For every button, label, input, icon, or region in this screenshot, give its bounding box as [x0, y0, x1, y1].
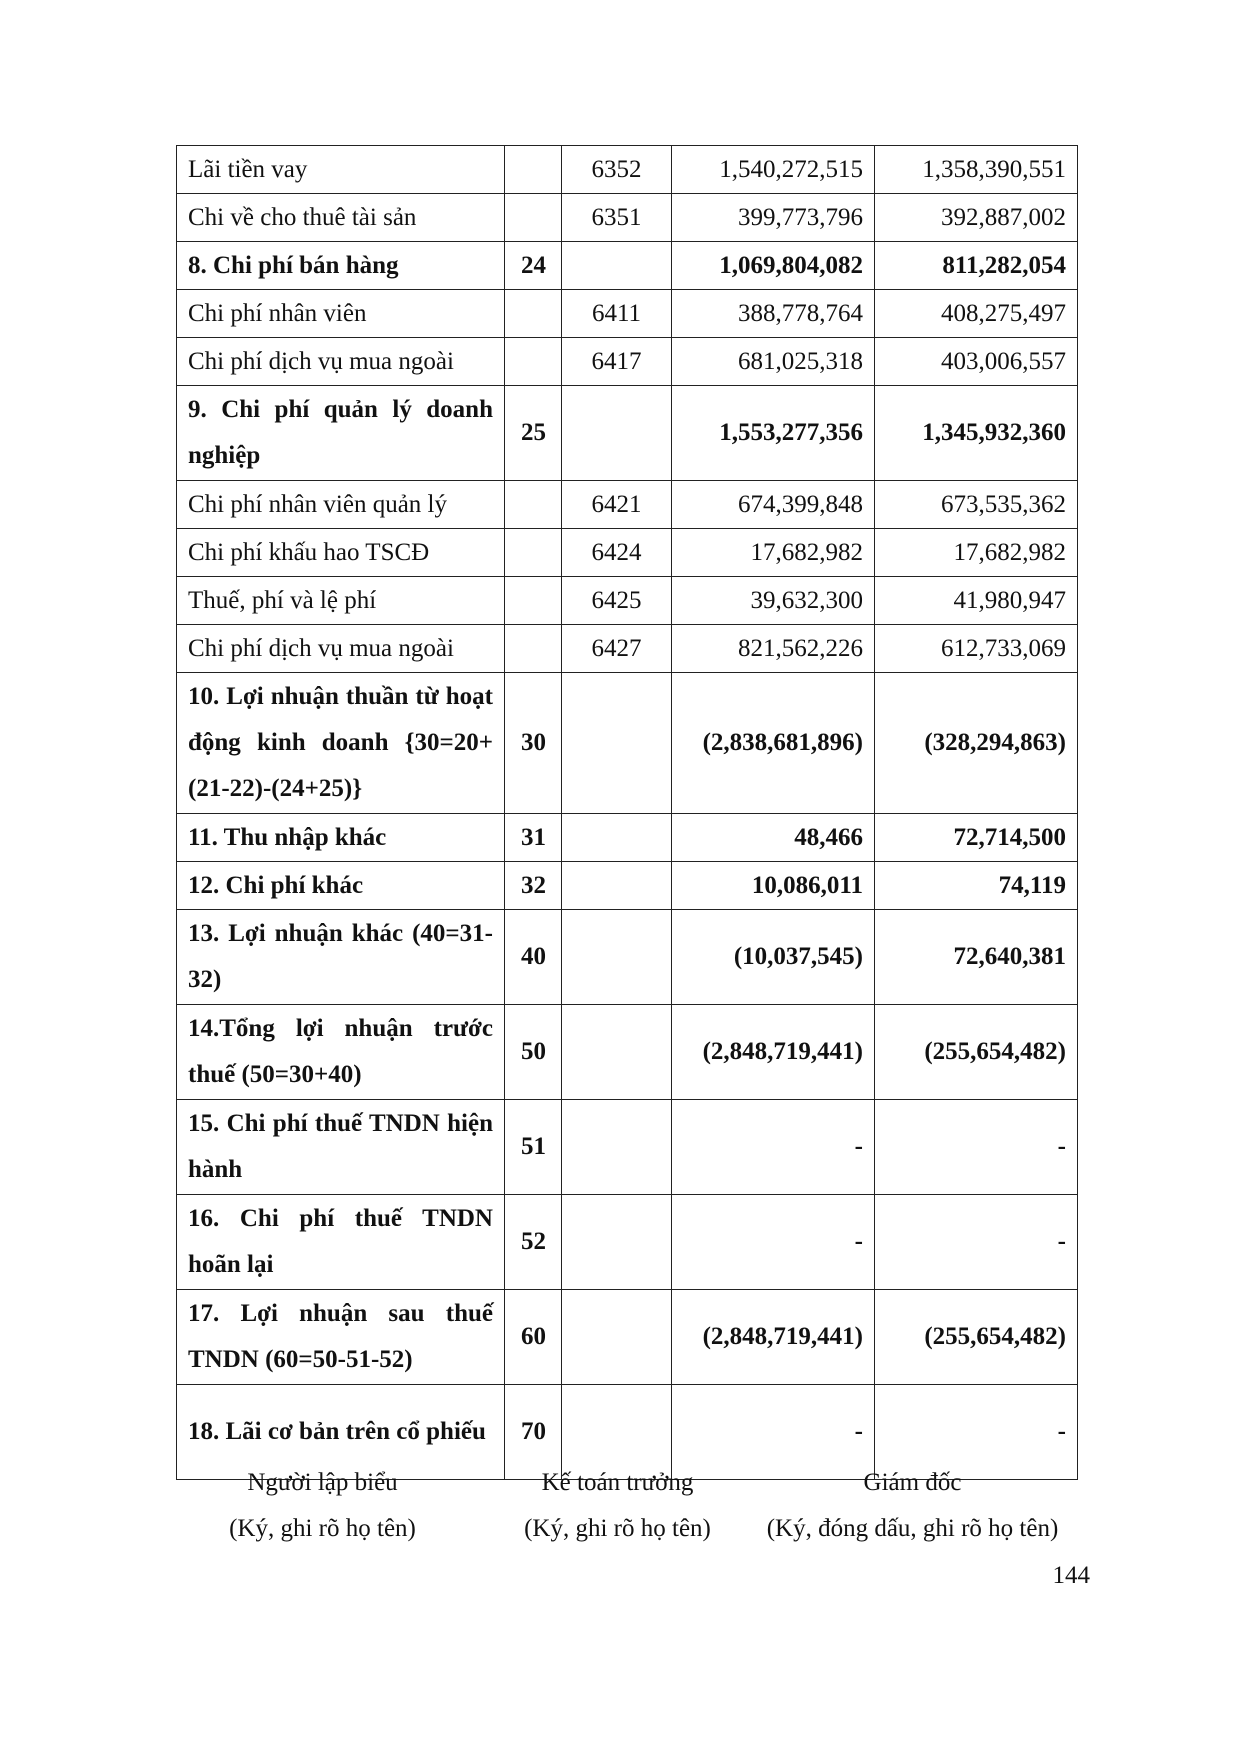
row-previous-year-value: 673,535,362: [875, 481, 1078, 529]
row-account: [562, 814, 672, 862]
row-code: 40: [505, 910, 562, 1005]
row-item-label: Lãi tiền vay: [177, 146, 505, 194]
row-previous-year-value: 811,282,054: [875, 242, 1078, 290]
row-previous-year-value: 17,682,982: [875, 529, 1078, 577]
row-account: [562, 862, 672, 910]
row-current-year-value: 821,562,226: [672, 625, 875, 673]
row-current-year-value: 39,632,300: [672, 577, 875, 625]
table-row: [177, 577, 1078, 625]
signature-preparer-note: (Ký, ghi rõ họ tên): [229, 1515, 416, 1542]
table-row: [177, 290, 1078, 338]
row-code: [505, 146, 562, 194]
row-code: 70: [505, 1385, 562, 1480]
table-row: [177, 529, 1078, 577]
row-code: [505, 481, 562, 529]
row-previous-year-value: 612,733,069: [875, 625, 1078, 673]
row-item-label: 13. Lợi nhuận khác (40=31-32): [177, 910, 505, 1005]
row-code: [505, 194, 562, 242]
row-previous-year-value: -: [875, 1100, 1078, 1195]
row-code: [505, 338, 562, 386]
signature-preparer: [195, 1460, 450, 1552]
row-item-label: Chi về cho thuê tài sản: [177, 194, 505, 242]
signature-director: [750, 1460, 1075, 1552]
row-item-label: 10. Lợi nhuận thuần từ hoạt động kinh doanh {30=20+(21-22)-(24+25)}: [177, 673, 505, 814]
income-statement-table: [176, 145, 1078, 1480]
row-current-year-value: 399,773,796: [672, 194, 875, 242]
row-account: [562, 1290, 672, 1385]
row-code: 60: [505, 1290, 562, 1385]
row-item-label: Chi phí dịch vụ mua ngoài: [177, 625, 505, 673]
row-current-year-value: -: [672, 1100, 875, 1195]
table-row: [177, 194, 1078, 242]
row-current-year-value: (2,848,719,441): [672, 1005, 875, 1100]
row-account: 6352: [562, 146, 672, 194]
signature-director-note: (Ký, đóng dấu, ghi rõ họ tên): [766, 1515, 1059, 1542]
signature-preparer-title: Người lập biểu: [247, 1469, 398, 1496]
table-row: [177, 481, 1078, 529]
row-previous-year-value: 403,006,557: [875, 338, 1078, 386]
row-current-year-value: (10,037,545): [672, 910, 875, 1005]
row-previous-year-value: 72,640,381: [875, 910, 1078, 1005]
row-current-year-value: -: [672, 1195, 875, 1290]
row-account: [562, 1195, 672, 1290]
row-code: 50: [505, 1005, 562, 1100]
page-number: 144: [1052, 1562, 1090, 1589]
row-account: [562, 1005, 672, 1100]
row-item-label: 11. Thu nhập khác: [177, 814, 505, 862]
table-row: [177, 386, 1078, 481]
row-account: 6425: [562, 577, 672, 625]
row-current-year-value: 1,069,804,082: [672, 242, 875, 290]
row-previous-year-value: (255,654,482): [875, 1290, 1078, 1385]
row-current-year-value: 10,086,011: [672, 862, 875, 910]
row-previous-year-value: 408,275,497: [875, 290, 1078, 338]
table-row: [177, 338, 1078, 386]
table-row: [177, 673, 1078, 814]
row-current-year-value: 388,778,764: [672, 290, 875, 338]
table-row: [177, 1005, 1078, 1100]
row-code: 52: [505, 1195, 562, 1290]
table-body: [177, 146, 1078, 1480]
row-item-label: 12. Chi phí khác: [177, 862, 505, 910]
row-current-year-value: (2,838,681,896): [672, 673, 875, 814]
table-row: [177, 814, 1078, 862]
row-item-label: 18. Lãi cơ bản trên cổ phiếu: [177, 1385, 505, 1480]
row-current-year-value: 1,540,272,515: [672, 146, 875, 194]
table-row: [177, 1100, 1078, 1195]
row-account: 6411: [562, 290, 672, 338]
row-code: 30: [505, 673, 562, 814]
row-previous-year-value: 74,119: [875, 862, 1078, 910]
signature-director-title: Giám đốc: [863, 1469, 962, 1496]
row-current-year-value: -: [672, 1385, 875, 1480]
row-item-label: 16. Chi phí thuế TNDN hoãn lại: [177, 1195, 505, 1290]
table-row: [177, 910, 1078, 1005]
table-row: [177, 1290, 1078, 1385]
row-code: 24: [505, 242, 562, 290]
table-row: [177, 242, 1078, 290]
row-account: [562, 386, 672, 481]
table-row: [177, 1195, 1078, 1290]
row-item-label: Chi phí dịch vụ mua ngoài: [177, 338, 505, 386]
row-code: 31: [505, 814, 562, 862]
row-previous-year-value: -: [875, 1385, 1078, 1480]
row-item-label: 17. Lợi nhuận sau thuế TNDN (60=50-51-52): [177, 1290, 505, 1385]
row-item-label: Thuế, phí và lệ phí: [177, 577, 505, 625]
row-current-year-value: 48,466: [672, 814, 875, 862]
row-previous-year-value: 1,358,390,551: [875, 146, 1078, 194]
row-account: [562, 1100, 672, 1195]
row-item-label: 9. Chi phí quản lý doanh nghiệp: [177, 386, 505, 481]
row-item-label: 14.Tổng lợi nhuận trước thuế (50=30+40): [177, 1005, 505, 1100]
row-previous-year-value: 1,345,932,360: [875, 386, 1078, 481]
row-previous-year-value: -: [875, 1195, 1078, 1290]
row-item-label: 15. Chi phí thuế TNDN hiện hành: [177, 1100, 505, 1195]
signature-chief-accountant-title: Kế toán trưởng: [541, 1469, 694, 1496]
row-code: [505, 290, 562, 338]
row-current-year-value: 674,399,848: [672, 481, 875, 529]
signature-chief-accountant-note: (Ký, ghi rõ họ tên): [524, 1515, 711, 1542]
table-row: [177, 862, 1078, 910]
row-account: 6421: [562, 481, 672, 529]
row-current-year-value: 1,553,277,356: [672, 386, 875, 481]
row-previous-year-value: 41,980,947: [875, 577, 1078, 625]
table-row: [177, 146, 1078, 194]
row-previous-year-value: 392,887,002: [875, 194, 1078, 242]
row-account: 6424: [562, 529, 672, 577]
row-account: [562, 242, 672, 290]
row-code: [505, 529, 562, 577]
row-current-year-value: 681,025,318: [672, 338, 875, 386]
row-account: 6417: [562, 338, 672, 386]
row-current-year-value: (2,848,719,441): [672, 1290, 875, 1385]
row-code: [505, 625, 562, 673]
row-item-label: Chi phí nhân viên quản lý: [177, 481, 505, 529]
row-account: [562, 910, 672, 1005]
row-code: 51: [505, 1100, 562, 1195]
row-code: 32: [505, 862, 562, 910]
row-item-label: Chi phí nhân viên: [177, 290, 505, 338]
row-previous-year-value: 72,714,500: [875, 814, 1078, 862]
row-current-year-value: 17,682,982: [672, 529, 875, 577]
row-item-label: Chi phí khấu hao TSCĐ: [177, 529, 505, 577]
row-account: 6351: [562, 194, 672, 242]
row-code: 25: [505, 386, 562, 481]
row-code: [505, 577, 562, 625]
signature-chief-accountant: [505, 1460, 730, 1552]
row-account: [562, 673, 672, 814]
row-previous-year-value: (255,654,482): [875, 1005, 1078, 1100]
row-account: 6427: [562, 625, 672, 673]
row-previous-year-value: (328,294,863): [875, 673, 1078, 814]
table-row: [177, 625, 1078, 673]
row-item-label: 8. Chi phí bán hàng: [177, 242, 505, 290]
